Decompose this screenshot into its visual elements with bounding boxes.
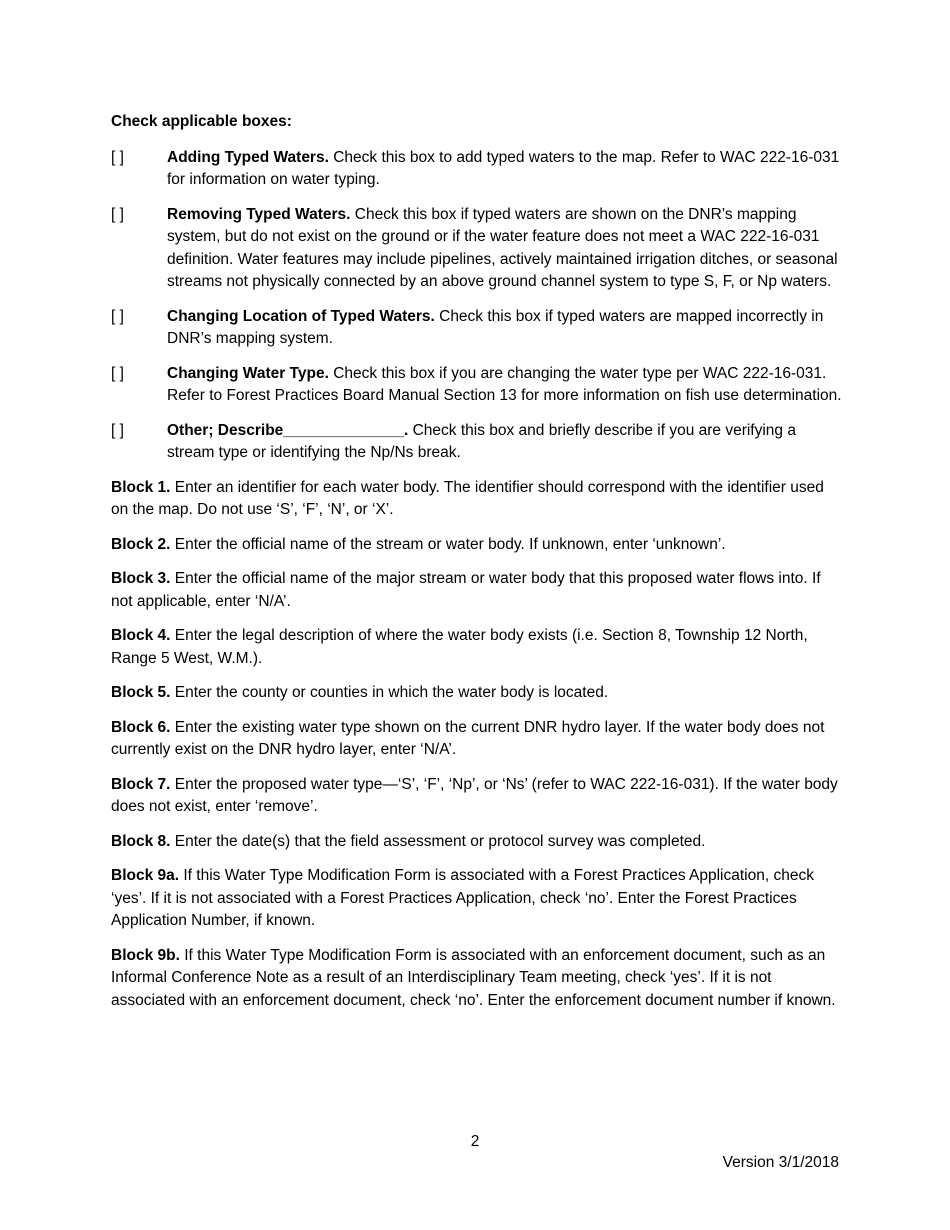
block-label: Block 1. [111, 478, 171, 496]
block-text: Enter the legal description of where the water body exists (i.e. Section 8, Township 12 North, Range 5 West, W.M.). [111, 627, 808, 667]
checkbox-description [167, 363, 844, 408]
checkbox-title: Other; Describe______________. [167, 421, 409, 439]
block-text: Enter the existing water type shown on the current DNR hydro layer. If the water body does not currently exist on the DNR hydro layer, enter ‘N/A’. [111, 718, 825, 758]
checkbox-marker[interactable]: [ ] [111, 364, 124, 382]
checkbox-text: Check this box and briefly describe if you are verifying a stream type or identifying the Np/Ns break. [167, 421, 796, 461]
block-5-instruction [111, 682, 844, 705]
checkbox-text: Check this box to add typed waters to the map. Refer to WAC 222-16-031 for information on water typing. [167, 148, 840, 188]
block-text: Enter the official name of the stream or water body. If unknown, enter ‘unknown’. [170, 535, 726, 553]
checkbox-text: Check this box if typed waters are shown on the DNR’s mapping system, but do not exist on the ground or if the water feature does not meet a WAC 222-16-031 definition. Water features may include pipelines, actively maintained irrigation ditches, or seasonal streams not physically connected by an above ground channel system to type S, F, or Np waters. [167, 205, 838, 290]
checkbox-text: Check this box if you are changing the water type per WAC 222-16-031. Refer to Forest Practices Board Manual Section 13 for more information on fish use determination. [167, 364, 842, 404]
block-text: If this Water Type Modification Form is associated with an enforcement document, such as an Informal Conference Note as a result of an Interdisciplinary Team meeting, check ‘yes’. If it is not associated with an enforcement document, check ‘no’. Enter the enforcement document number if known. [111, 946, 836, 1009]
block-label: Block 5. [111, 684, 171, 701]
block-text: Enter the date(s) that the field assessment or protocol survey was completed. [170, 832, 706, 850]
block-7-instruction [111, 774, 844, 819]
checkbox-marker[interactable]: [ ] [111, 148, 124, 166]
version-label: Version 3/1/2018 [722, 1154, 839, 1171]
block-label: Block 9b. [111, 946, 180, 964]
block-2-instruction [111, 534, 844, 557]
checkbox-title: Changing Water Type. [167, 364, 329, 382]
block-3-instruction [111, 568, 844, 613]
checkbox-list [111, 147, 844, 465]
block-label: Block 4. [111, 627, 171, 644]
page-number: 2 [470, 1133, 480, 1150]
checkbox-item-removing-typed-waters [111, 204, 844, 294]
checkbox-title: Changing Location of Typed Waters. [167, 307, 435, 325]
block-label: Block 3. [111, 570, 171, 587]
checkbox-marker[interactable]: [ ] [111, 307, 124, 325]
checkbox-title: Removing Typed Waters. [167, 205, 351, 223]
block-text: Enter an identifier for each water body. The identifier should correspond with the identifier used on the map. Do not use ‘S’, ‘F’, ‘N’, or ‘X’. [111, 478, 824, 518]
block-text: Enter the proposed water type—‘S’, ‘F’, ‘Np’, or ‘Ns’ (refer to WAC 222-16-031). If the water body does not exist, enter ‘remove’. [111, 775, 838, 815]
checkbox-item-other [111, 420, 844, 465]
block-6-instruction [111, 717, 844, 762]
block-text: Enter the county or counties in which the water body is located. [170, 684, 609, 701]
checkbox-description [167, 204, 844, 294]
block-instructions [111, 477, 844, 1013]
block-4-instruction [111, 625, 844, 670]
block-label: Block 2. [111, 535, 171, 553]
block-1-instruction [111, 477, 844, 522]
checkbox-description [167, 306, 844, 351]
block-label: Block 9a. [111, 867, 180, 884]
block-9b-instruction [111, 945, 844, 1013]
checkbox-text: Check this box if typed waters are mapped incorrectly in DNR’s mapping system. [167, 307, 824, 347]
block-9a-instruction [111, 865, 844, 933]
block-text: If this Water Type Modification Form is associated with a Forest Practices Application, check ‘yes’. If it is not associated with a Forest Practices Application, check ‘no’. Enter the Forest Practices Application Number, if known. [111, 867, 814, 929]
checkbox-item-changing-water-type [111, 363, 844, 408]
checkbox-item-adding-typed-waters [111, 147, 844, 192]
checkbox-description [167, 420, 844, 465]
checkbox-marker[interactable]: [ ] [111, 205, 124, 223]
block-label: Block 6. [111, 718, 171, 736]
checkbox-title: Adding Typed Waters. [167, 148, 329, 166]
checkbox-description [167, 147, 844, 192]
block-text: Enter the official name of the major stream or water body that this proposed water flows into. If not applicable, enter ‘N/A’. [111, 570, 821, 610]
block-label: Block 8. [111, 832, 171, 850]
page-heading: Check applicable boxes: [111, 113, 292, 130]
checkbox-item-changing-location [111, 306, 844, 351]
block-label: Block 7. [111, 775, 171, 793]
checkbox-marker[interactable]: [ ] [111, 421, 124, 439]
document-page [111, 111, 844, 1024]
block-8-instruction [111, 831, 844, 854]
